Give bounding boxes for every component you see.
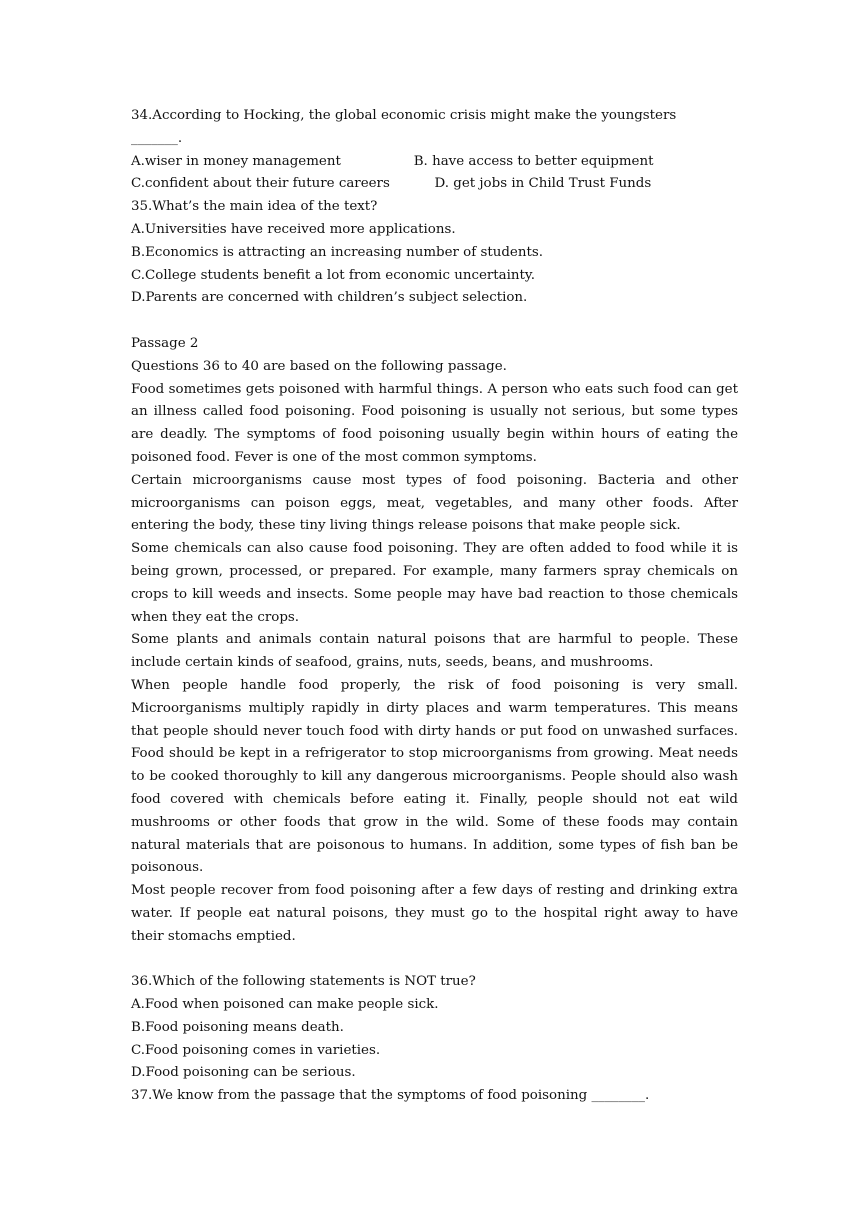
q34-option-a: A.wiser in money management [131, 153, 341, 169]
passage-intro: Questions 36 to 40 are based on the following passage. [131, 358, 507, 374]
q34-options-row-2 [131, 173, 738, 196]
passage-paragraph: When people handle food properly, the risk of food poisoning is very small. Microorganisms multiply rapidly in dirty places and warm temperatures. This means that people should never touch food with dirty hands or put food on unwashed surfaces. Food should be kept in a refrigerator to stop microorganisms from growing. Meat needs to be cooked thoroughly to kill any dangerous microorganisms. People should also wash food covered with chemicals before eating it. Finally, people should not eat wild mushrooms or other foods that grow in the wild. Some of these foods may contain natural materials that are poisonous to humans. In addition, some types of fish ban be poisonous. [131, 677, 738, 876]
q36-option-b: B.Food poisoning means death. [131, 1019, 344, 1035]
q34-option-b: B. have access to better equipment [413, 153, 654, 169]
q35-stem: 35.What’s the main idea of the text? [131, 199, 378, 215]
q34-stem: 34.According to Hocking, the global economic crisis might make the youngsters [131, 108, 677, 123]
passage-paragraph: Certain microorganisms cause most types of food poisoning. Bacteria and other microorganisms can poison eggs, meat, vegetables, and many other foods. After entering the body, these tiny living things release poisons that make people sick. [131, 472, 738, 534]
q37-stem: 37.We know from the passage that the symptoms of food poisoning ________. [131, 1088, 650, 1104]
spacer [131, 948, 738, 971]
q35-option-a: A.Universities have received more applications. [131, 221, 456, 237]
q36-stem: 36.Which of the following statements is NOT true? [131, 974, 476, 990]
spacer [131, 310, 738, 333]
q36-option-c: C.Food poisoning comes in varieties. [131, 1042, 381, 1058]
passage-paragraph: Some plants and animals contain natural poisons that are harmful to people. These include certain kinds of seafood, grains, nuts, seeds, beans, and mushrooms. [131, 632, 738, 671]
q34-option-d: D. get jobs in Child Trust Funds [434, 176, 652, 192]
q36-option-d: D.Food poisoning can be serious. [131, 1065, 356, 1081]
q34-stem-blank: _______. [131, 130, 183, 146]
q35-option-c: C.College students benefit a lot from economic uncertainty. [131, 267, 535, 283]
q36-option-a: A.Food when poisoned can make people sick. [131, 997, 439, 1013]
passage-title: Passage 2 [131, 335, 199, 351]
passage-paragraph: Food sometimes gets poisoned with harmful things. A person who eats such food can get an illness called food poisoning. Food poisoning is usually not serious, but some types are deadly. The symptoms of food poisoning usually begin within hours of eating the poisoned food. Fever is one of the most common symptoms. [131, 381, 738, 465]
document-page [131, 105, 738, 1108]
passage-paragraph: Most people recover from food poisoning after a few days of resting and drinking extra water. If people eat natural poisons, they must go to the hospital right away to have their stomachs emptied. [131, 883, 738, 944]
passage-paragraph: Some chemicals can also cause food poisoning. They are often added to food while it is being grown, processed, or prepared. For example, many farmers spray chemicals on crops to kill weeds and insects. Some people may have bad reaction to those chemicals when they eat the crops. [131, 541, 738, 625]
q34-option-c: C.confident about their future careers [131, 176, 390, 192]
q35-option-b: B.Economics is attracting an increasing number of students. [131, 244, 543, 260]
q35-option-d: D.Parents are concerned with children’s subject selection. [131, 290, 528, 306]
q34-options-row-1 [131, 151, 738, 174]
